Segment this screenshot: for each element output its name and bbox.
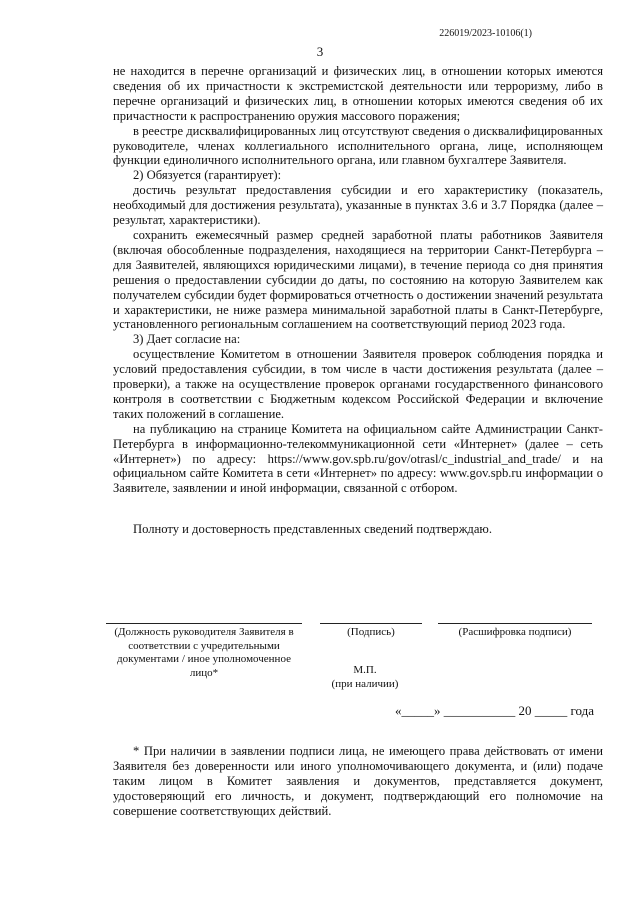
paragraph: в реестре дисквалифицированных лиц отсутствуют сведения о дисквалифицированных руководителе, членах коллегиального исполнительного органа, лице, исполняющем функции единоличного исполнительного органа, или главном бухгалтере Заявителя. bbox=[113, 123, 603, 168]
paragraph: осуществление Комитетом в отношении Заявителя проверок соблюдения порядка и условий предоставления субсидии, в том числе в части достижения результата (далее – проверки), а также на осуществление проверок органами государственного финансового контроля в соответствии с Бюджетным кодексом Российской Федерации и включение таких положений в соглашение. bbox=[113, 347, 603, 421]
document-body bbox=[113, 64, 603, 537]
position-line bbox=[106, 623, 302, 624]
paragraph: не находится в перечне организаций и физических лиц, в отношении которых имеются сведения об их причастности к экстремистской деятельности или терроризму, либо в перечне организаций и физических лиц, в отношении которых имеются сведения об их причастности к распространению оружия массового поражения; bbox=[113, 64, 603, 123]
paragraph: достичь результат предоставления субсидии и его характеристику (показатель, необходимый для достижения результата), указанные в пунктах 3.6 и 3.7 Порядка (далее – результат, характеристики). bbox=[113, 183, 603, 228]
list-item-heading: 2) Обязуется (гарантирует): bbox=[133, 168, 282, 183]
footnote-text: * При наличии в заявлении подписи лица, не имеющего права действовать от имени Заявителя без доверенности или иного уполномочивающего документа, и (или) подаче таким лицом в Комитет заявления и документов, представляется документ, удостоверяющий его личность, и документ, подтверждающий его полномочие на совершение соответствующих действий. bbox=[113, 744, 603, 818]
list-item-heading: 3) Дает согласие на: bbox=[133, 332, 241, 347]
decoding-line bbox=[438, 623, 592, 624]
stamp-label: М.П. bbox=[353, 664, 377, 676]
paragraph: на публикацию на странице Комитета на официальном сайте Администрации Санкт-Петербурга в информационно-телекоммуникационной сети «Интернет» (далее – сеть «Интернет») по адресу: https://www.gov.spb.ru/gov/otrasl/c_industrial_and_trade/ и на официальном сайте Комитета в сети «Интернет» по адресу: www.gov.spb.ru информации о Заявителе, заявлении и иной информации, связанной с отбором. bbox=[113, 421, 603, 496]
position-caption: (Должность руководителя Заявителя в соответствии с учредительными документами / иное уполномоченное лицо* bbox=[114, 626, 294, 679]
signature-caption: (Подпись) bbox=[347, 626, 395, 638]
paragraph: сохранить ежемесячный размер средней заработной платы работников Заявителя (включая обособленные подразделения, находящиеся на территории Санкт-Петербурга – для Заявителей, являющихся юридическими лицами), в течение периода со дня принятия решения о предоставлении субсидии до даты, по состоянию на которую Заявителем как получателем субсидии будет формироваться отчетность о достижении значений результата и характеристики, не ниже размера минимальной заработной платы в Санкт-Петербурге, установленного региональным соглашением на соответствующий период 2023 года. bbox=[113, 227, 603, 332]
decoding-caption: (Расшифровка подписи) bbox=[458, 626, 572, 638]
confirmation-text: Полноту и достоверность представленных сведений подтверждаю. bbox=[133, 522, 492, 537]
document-number: 226019/2023-10106(1) bbox=[439, 28, 532, 39]
page-number: 3 bbox=[316, 44, 324, 59]
signature-line bbox=[320, 623, 422, 624]
footnote bbox=[113, 744, 603, 819]
stamp-note: (при наличии) bbox=[331, 678, 399, 690]
date-line: «_____» ___________ 20 _____ года bbox=[395, 703, 595, 718]
